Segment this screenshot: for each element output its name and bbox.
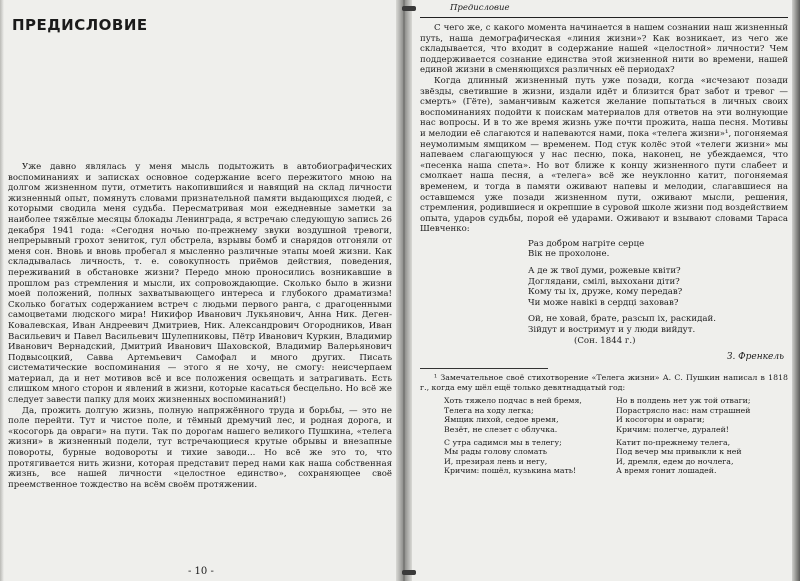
footnote-poem-column-1	[444, 396, 616, 479]
footnote-line: С утра садимся мы в телегу;	[444, 438, 562, 448]
poem-stanza	[528, 239, 788, 260]
page-number-left: - 10 -	[188, 566, 214, 577]
footnote-stanza	[616, 396, 788, 434]
footnote-line: А время гонит лошадей.	[616, 466, 717, 476]
left-page-edge	[0, 0, 4, 581]
footnote-line: Кричим: полегче, дуралей!	[616, 424, 729, 434]
footnote-line: Но в полдень нет уж той отваги;	[616, 396, 751, 406]
right-paragraph-2: Когда длинный жизненный путь уже позади, когда «исчезают позади звёзды, светившие в жизни, издали идёт и близится брат забот и тревог — смерть» (Гёте), заманчивым кажется желание попытаться в личных своих воспоминаниях подойти к поискам материалов для ответов на эти волнующие нас вопросы. И в то же время жизнь уже почти прожита, наша песня. Мотивы и мелодии её слагаются и напеваются нами, пока «телега жизни»¹, погоняемая неумолимым ямщиком — временем. Под стук колёс этой «телеги жизни» мы напеваем слагающуюся у нас песню, пока, наконец, не убеждаемся, что «песенка наша спета». Но вот ближе к концу жизненного пути слабеет и смолкает наша песня, а «телега» всё же неуклонно катит, погоняемая временем, и тогда в памяти оживают напевы и мелодии, слагавшиеся на оставшемся уже позади жизненном пути, оживают мысли, решения, стремления, родившиеся и окрепшие в суровой школе жизни под воздействием опыта, ударов судьбы, порой её ударами. Оживают и взывают словами Тараса Шевченко:	[420, 75, 788, 235]
poem-line: Зійдут и востримут и у люди вийдут.	[528, 325, 696, 336]
footnote-stanza	[444, 396, 616, 434]
spine-ink-mark	[402, 6, 416, 11]
footnote-line: Кричим: пошёл, кузькина мать!	[444, 466, 577, 476]
author-signature: З. Френкель	[726, 352, 784, 363]
footnote-text: ¹ Замечательное своё стихотворение «Телега жизни» А. С. Пушкин написал в 1818 г., когда ему шёл ещё только девятнадцатый год:	[420, 373, 788, 392]
poem-line: Кому ты іх, друже, кому передав?	[528, 287, 683, 298]
spine-ink-mark	[402, 570, 416, 575]
poem-line: Доглядани, смілі, выхохани діти?	[528, 276, 680, 287]
shevchenko-poem	[528, 239, 788, 346]
footnote-line: Под вечер мы привыкли к ней	[616, 447, 742, 457]
footnote-poem	[444, 396, 788, 479]
poem-signature: (Сон. 1844 г.)	[574, 335, 636, 346]
poem-line: Раз добром нагріте серце	[528, 238, 645, 249]
left-paragraph-2: Да, прожить долгую жизнь, полную напряжённого труда и борьбы, — это не поле перейти. Тут и чистое поле, и тёмный дремучий лес, и родная дорога, и «косогорь да овраги» на пути. Так по дорогам нашего великого Пушкина, «телега жизни» в жизненный подели, тут встречающиеся крутые обрывы и внезапные повороты, бурные водовороты и тихие заводи... Но всё же это то, что протягивается нить жизни, которая представит перед нами как наша собственная жизнь, все нашей личности «целостное единство», сохраняющее своё преемственное тождество на всём своём протяжении.	[8, 405, 392, 490]
footnote-stanza	[616, 438, 788, 476]
footnote-line: Хоть тяжело подчас в ней бремя,	[444, 396, 582, 406]
footnote-line: Телега на ходу легка;	[444, 405, 534, 415]
poem-stanza	[528, 314, 788, 346]
book-spine	[396, 0, 412, 581]
faded-bleedthrough-area	[8, 34, 392, 162]
footnote-stanza	[444, 438, 616, 476]
footnote-line: Порастрясло нас: нам страшней	[616, 405, 751, 415]
poem-line: Чи може навікі в сердці заховав?	[528, 297, 679, 308]
poem-stanza	[528, 266, 788, 308]
footnote-line: И, дремля, едем до ночлега,	[616, 456, 734, 466]
chapter-title: ПРЕДИСЛОВИЕ	[12, 16, 148, 34]
poem-line: А де ж твої думи, рожевые квіти?	[528, 266, 681, 277]
running-head: Предисловие	[450, 3, 510, 13]
right-page	[404, 0, 800, 581]
footnote-line: И косогоры и овраги;	[616, 415, 705, 425]
footnote-poem-column-2	[616, 396, 788, 479]
footnote-rule	[420, 368, 548, 369]
right-page-edge	[792, 0, 800, 581]
footnote-line: Ямщик лихой, седое время,	[444, 415, 559, 425]
footnote-line: И, презирая лень и негу,	[444, 456, 548, 466]
footnote-line: Мы рады голову сломать	[444, 447, 547, 457]
poem-line: Вік не прохолоне.	[528, 249, 610, 260]
poem-line: Ой, не ховай, брате, разсып іх, раскидай.	[528, 314, 716, 325]
left-paragraph-1: Уже давно являлась у меня мысль подытожить в автобиографических воспоминаниях и записках основное содержание всего пережитого мною на долгом жизненном пути, отметить накопившийся и навящий на склад личности жизненный опыт, помянуть словами признательной памяти выдающихся людей, с которыми сводила меня судьба. Пересматривая мои ежедневные заметки за наиболее тяжёлые месяцы блокады Ленинграда, я встречаю следующую запись 26 декабря 1941 года: «Сегодня ночью по-прежнему звуки воздушной тревоги, непрерывный грохот зениток, гул обстрела, взрывы бомб и снарядов отгоняли от меня сон. Вновь и вновь пробегал я мысленно различные этапы моей жизни. Как складывалась личность, т. е. совокупность приёмов действия, поведения, переживаний в обстановке жизни? Передо мною проносились возникавшие в прошлом раз стремления и мысли, их сопровождающие. Сколько было в жизни моей положений, полных захватывающего интереса и глубокого драматизма! Сколько богатых содержанием встреч с людьми первого ранга, с драгоценными самоцветами людского мира! Никифор Иванович Лукьянович, Анна Ник. Деген-Ковалевская, Иван Андреевич Дмитриев, Ник. Александрович Огородников, Иван Васильевич и Павел Васильевич Шулепниковы, Пётр Иванович Куркин, Владимир Иванович Вернадский, Дмитрий Иванович Шаховской, Владимир Валерьянович Подвысоцкий, Савва Артемьевич Самофал и много других. Писать систематические воспоминания — этого я не хочу, не смогу: неисчерпаем материал, да и нет мотивов всё и все положения освещать и затрагивать. Есть слишком много сторон и явлений в жизни, которые касаться бесцельно. Но всё же следует завести папку для моих жизненных воспоминаний!)	[8, 162, 392, 406]
header-rule	[420, 17, 788, 18]
footnote-line: Везёт, не слезет с облучка.	[444, 424, 558, 434]
right-paragraph-1: С чего же, с какого момента начинается в нашем сознании наш жизненный путь, наша демографическая «линия жизни»? Как возникает, из чего же складывается, что входит в содержание нашей «целостной» личности? Чем поддерживается сознание единства этой жизненной нити во времени, нашей единой жизни в сменяющихся различных её периодах?	[420, 23, 788, 76]
footnote-line: Катит по-прежнему телега,	[616, 438, 731, 448]
